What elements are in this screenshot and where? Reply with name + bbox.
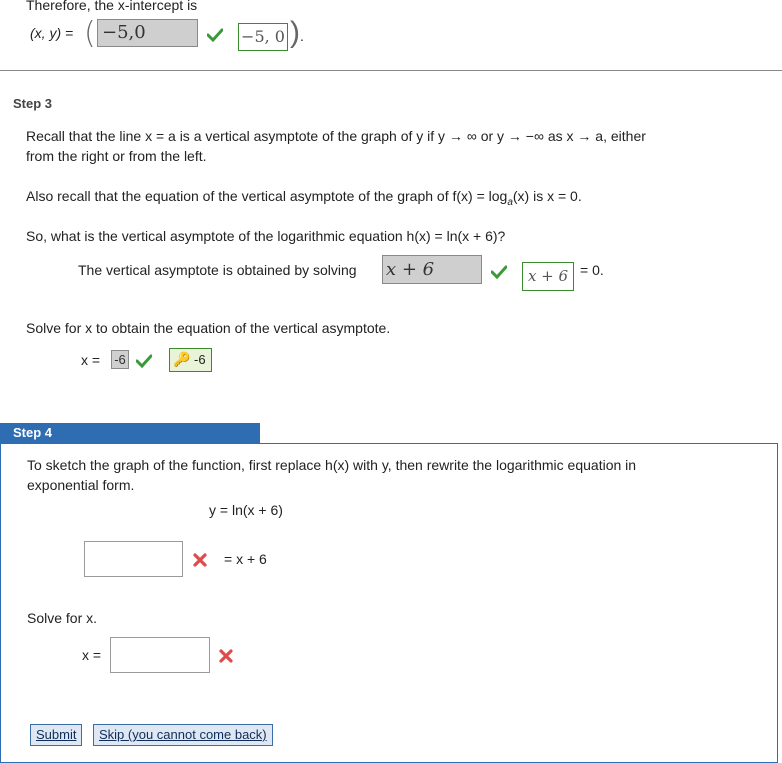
step3-p2-post: (x) is x = 0.	[512, 188, 582, 204]
step3-p2-pre: Also recall that the equation of the vertical asymptote of the graph of f(x) = log	[26, 188, 508, 204]
step4-p1-line1: To sketch the graph of the function, first replace h(x) with y, then rewrite the logarithmic equation in	[27, 457, 637, 473]
step3-title: Step 3	[13, 96, 53, 111]
step3-paragraph-1	[26, 126, 766, 166]
intercept-key-box	[238, 23, 288, 51]
step4-paragraph-2: Solve for x.	[27, 610, 98, 626]
intercept-key-text: −5, 0	[241, 27, 285, 46]
wrong-icon	[219, 649, 233, 663]
step3-x-answer-text: -6	[114, 352, 126, 367]
skip-button[interactable]: Skip (you cannot come back)	[93, 724, 273, 746]
check-icon	[136, 354, 152, 368]
step4-x-label: x =	[82, 647, 102, 663]
solve-end: = 0.	[580, 262, 604, 278]
step3-p1-line1: Recall that the line x = a is a vertical asymptote of the graph of y if y → ∞ or y → −∞ as x → a, either	[26, 128, 646, 144]
step4-paragraph-1	[27, 455, 767, 495]
step4-equation: y = ln(x + 6)	[209, 502, 283, 518]
step3-x-answer-field	[111, 350, 129, 369]
exponential-form-input[interactable]	[84, 541, 183, 577]
wrong-icon	[193, 553, 207, 567]
key-icon: 🔑	[173, 351, 191, 367]
step4-title: Step 4	[13, 425, 53, 440]
solve-key-box	[522, 262, 574, 291]
open-paren: (	[84, 16, 96, 51]
exponential-rhs: = x + 6	[224, 551, 267, 567]
check-icon	[207, 28, 223, 42]
step3-x-key-text: -6	[194, 352, 206, 367]
intercept-lead: Therefore, the x-intercept is	[26, 0, 198, 13]
step4-p1-line2: exponential form.	[27, 477, 135, 493]
solve-answer-field	[382, 255, 482, 284]
step3-paragraph-4: Solve for x to obtain the equation of the vertical asymptote.	[26, 320, 391, 336]
xy-label: (x, y) =	[30, 25, 74, 41]
step3-x-key-box	[169, 348, 212, 372]
step3-paragraph-2	[26, 186, 582, 213]
step3-p2-sub: a	[507, 196, 513, 208]
step4-header	[0, 423, 260, 443]
check-icon	[491, 265, 507, 279]
intercept-end: .	[300, 28, 304, 44]
section-divider	[0, 70, 782, 71]
intercept-answer-field	[97, 19, 198, 47]
solve-label: The vertical asymptote is obtained by solving	[78, 262, 357, 278]
solve-key-text: x + 6	[527, 267, 569, 285]
solve-answer-text: x + 6	[386, 259, 435, 280]
close-paren: )	[290, 16, 300, 49]
step3-paragraph-3: So, what is the vertical asymptote of the logarithmic equation h(x) = ln(x + 6)?	[26, 228, 506, 244]
step3-x-label: x =	[81, 352, 101, 368]
step3-p1-line2: from the right or from the left.	[26, 148, 207, 164]
intercept-answer-text: −5,0	[102, 22, 146, 43]
step4-x-input[interactable]	[110, 637, 210, 673]
submit-button[interactable]: Submit	[30, 724, 82, 746]
